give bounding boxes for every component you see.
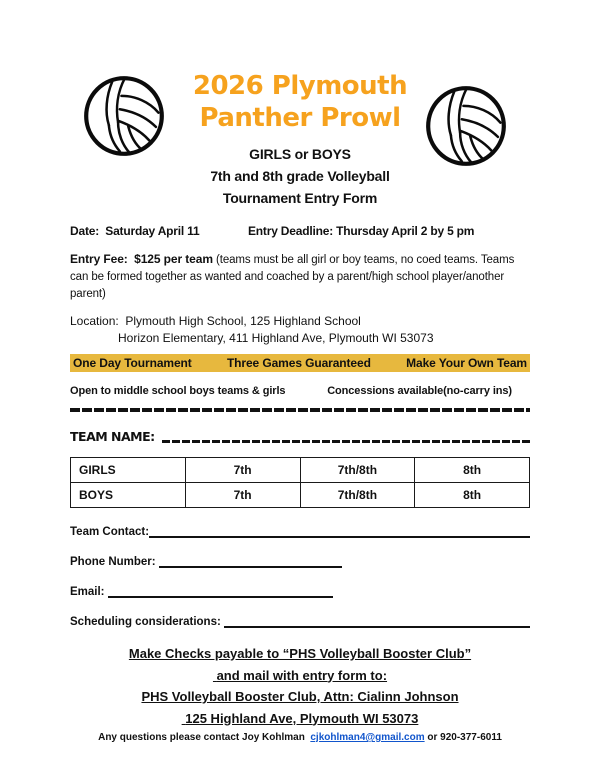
mailing-instructions — [70, 643, 530, 729]
field-scheduling — [70, 615, 530, 628]
highlight-item-three-games: Three Games Guaranteed — [226, 356, 371, 370]
field-phone-number — [70, 555, 530, 568]
highlight-item-one-day: One Day Tournament — [73, 356, 192, 370]
scheduling-label: Scheduling considerations: — [70, 616, 224, 628]
team-contact-label: Team Contact: — [70, 526, 150, 538]
open-to-text: Open to middle school boys teams & girls — [70, 385, 286, 397]
location-line-2: Horizon Elementary, 411 Highland Ave, Plymouth WI 53073 — [118, 330, 434, 345]
concessions-text: Concessions available(no-carry ins) — [327, 385, 512, 397]
title-line-2: Panther Prowl — [199, 103, 401, 133]
email-label: Email: — [70, 586, 108, 598]
mail-line-3: PHS Volleyball Booster Club, Attn: Cialinn Johnson — [141, 689, 459, 704]
boys-7th-cell: 7th — [185, 483, 300, 508]
boys-label-cell: BOYS — [71, 483, 186, 508]
open-concessions-row — [70, 385, 530, 397]
table-row-boys — [71, 483, 530, 508]
field-email — [70, 585, 530, 598]
scheduling-blank — [224, 615, 530, 628]
divider-line — [70, 408, 530, 412]
field-team-contact — [70, 525, 530, 538]
girls-7th-cell: 7th — [185, 458, 300, 483]
division-table — [70, 457, 530, 508]
team-name-blank — [162, 440, 530, 443]
questions-line — [70, 732, 530, 743]
location-block — [70, 313, 530, 346]
volleyball-icon — [424, 80, 508, 172]
deadline-text: Entry Deadline: Thursday April 2 by 5 pm — [248, 224, 475, 238]
boys-7th8th-cell: 7th/8th — [300, 483, 415, 508]
header — [0, 0, 600, 209]
team-name-row — [70, 429, 530, 444]
email-blank — [108, 585, 333, 598]
location-line-1: Location: Plymouth High School, 125 Highland School — [70, 314, 361, 328]
phone-contact-text: or 920-377-6011 — [424, 732, 502, 743]
boys-8th-cell: 8th — [415, 483, 530, 508]
subtitle-line-1: GIRLS or BOYS — [249, 146, 351, 162]
girls-label-cell: GIRLS — [71, 458, 186, 483]
mail-line-1: Make Checks payable to “PHS Volleyball Booster Club” — [128, 646, 472, 661]
entry-fee-paragraph — [70, 251, 530, 303]
table-row-girls — [71, 458, 530, 483]
mail-line-4: 125 Highland Ave, Plymouth WI 53073 — [181, 710, 419, 726]
girls-8th-cell: 8th — [415, 458, 530, 483]
subtitle-line-3: Tournament Entry Form — [222, 190, 378, 206]
subtitle-line-2: 7th and 8th grade Volleyball — [210, 168, 390, 184]
entry-fee-details: (teams must be all girl or boy teams, no coed teams. Teams can be formed together as wanted and coached by a parent/high school player/another parent) — [70, 254, 518, 300]
phone-number-label: Phone Number: — [70, 556, 159, 568]
form-body — [0, 224, 600, 743]
entry-fee-label: Entry Fee: $125 per team — [70, 252, 213, 266]
mail-line-2: and mail with entry form to: — [212, 667, 388, 683]
volleyball-icon — [82, 70, 166, 162]
highlight-bar — [70, 354, 530, 372]
highlight-item-own-team: Make Your Own Team — [406, 356, 527, 370]
girls-7th8th-cell: 7th/8th — [300, 458, 415, 483]
contact-email-link[interactable]: cjkohlman4@gmail.com — [310, 732, 425, 743]
team-contact-blank — [149, 525, 530, 538]
title-line-1: 2026 Plymouth — [192, 71, 408, 101]
questions-text: Any questions please contact Joy Kohlman — [98, 732, 311, 743]
date-deadline-row — [70, 224, 530, 238]
team-name-label: TEAM NAME: — [70, 429, 155, 444]
date-text: Date: Saturday April 11 — [70, 224, 200, 238]
phone-number-blank — [159, 555, 342, 568]
